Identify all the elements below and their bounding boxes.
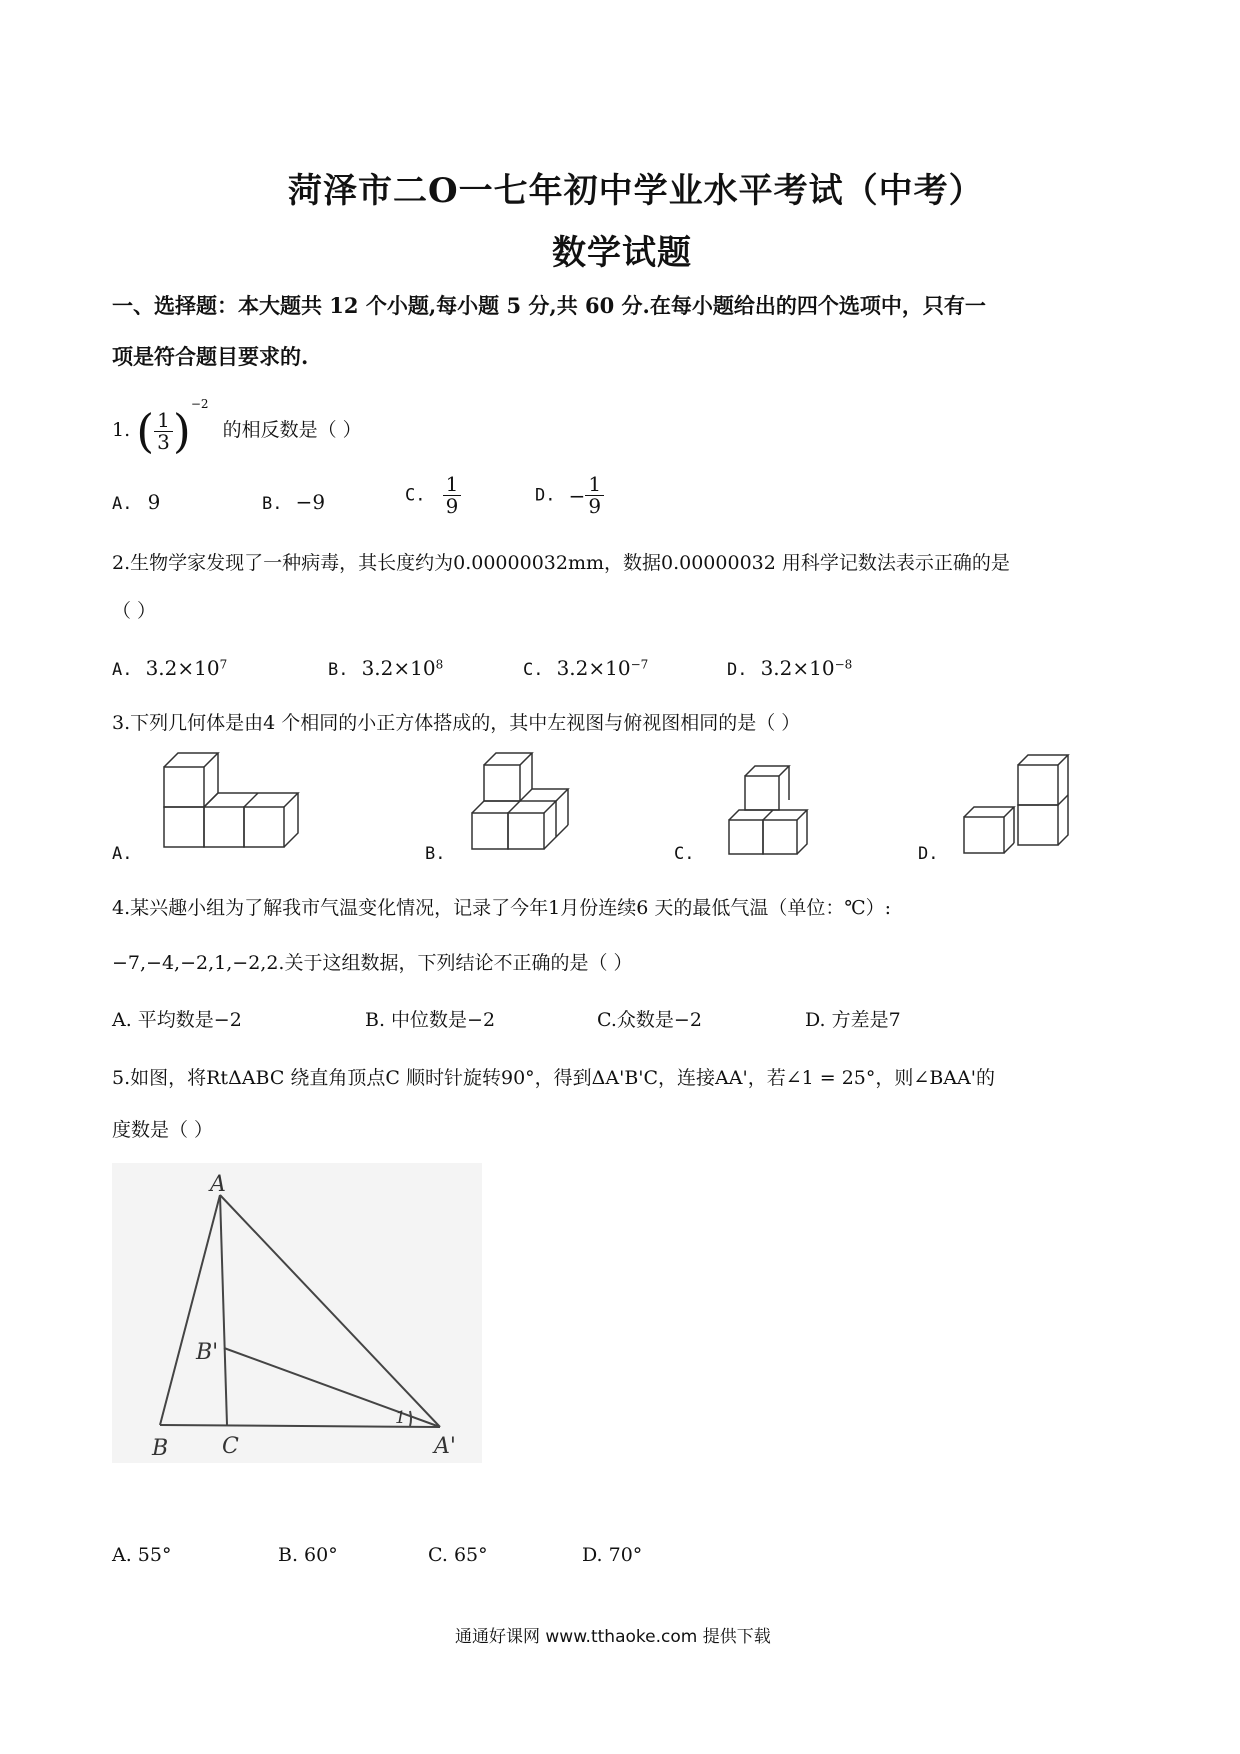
exam-title: 菏泽市二O一七年初中学业水平考试（中考） bbox=[288, 171, 984, 211]
q5-option-b: B. 60° bbox=[278, 1544, 338, 1566]
q2-opt-a-exp: 7 bbox=[219, 657, 228, 672]
q1-opt-b-label: B. bbox=[262, 494, 283, 514]
q1-opt-d-den: 9 bbox=[588, 494, 602, 518]
q1-opt-a-label: A. bbox=[112, 494, 133, 514]
q1-exponent: −2 bbox=[190, 397, 209, 411]
label-a-prime: A' bbox=[434, 1434, 456, 1459]
label-angle-1: 1 bbox=[395, 1408, 406, 1428]
q5-option-a: A. 55° bbox=[112, 1544, 172, 1566]
section-heading-line2: 项是符合题目要求的. bbox=[112, 344, 309, 369]
question-1 bbox=[112, 397, 362, 458]
q2-opt-d-base: 3.2×10 bbox=[760, 656, 835, 680]
q5-stem-line2: 度数是（ ） bbox=[112, 1119, 214, 1141]
q1-opt-d-fraction bbox=[585, 474, 604, 517]
q2-opt-d-exp: −8 bbox=[834, 657, 853, 672]
q2-stem-line2: （ ） bbox=[112, 600, 157, 622]
q2-option-b bbox=[328, 656, 443, 680]
q5-triangle-diagram bbox=[112, 1163, 482, 1463]
q2-option-a bbox=[112, 656, 227, 680]
q3-figure-b bbox=[458, 745, 598, 855]
segment-ab bbox=[160, 1195, 220, 1425]
q2-opt-b-exp: 8 bbox=[435, 657, 444, 672]
segment-aa-prime bbox=[220, 1195, 440, 1427]
q1-opt-d-num: 1 bbox=[585, 474, 604, 496]
q5-option-d: D. 70° bbox=[582, 1544, 643, 1566]
q4-stem-line2: −7,−4,−2,1,−2,2.关于这组数据，下列结论不正确的是（ ） bbox=[112, 952, 633, 974]
q3-opt-a-label: A. bbox=[112, 844, 133, 864]
q1-opt-c-num: 1 bbox=[443, 474, 462, 496]
q1-left-paren: ( bbox=[136, 404, 155, 458]
q2-stem-line1: 2.生物学家发现了一种病毒，其长度约为0.00000032mm，数据0.00000032 用科学记数法表示正确的是 bbox=[112, 552, 1010, 574]
q1-option-b bbox=[262, 490, 325, 514]
q2-opt-b-base: 3.2×10 bbox=[361, 656, 436, 680]
segment-b-prime-a-prime bbox=[224, 1348, 440, 1427]
q3-opt-b-label: B. bbox=[425, 844, 446, 864]
q5-stem-line1: 5.如图，将RtΔABC 绕直角顶点C 顺时针旋转90°，得到ΔA'B'C，连接AA'，若∠1 = 25°，则∠BAA'的 bbox=[112, 1067, 995, 1089]
q2-opt-c-exp: −7 bbox=[630, 657, 649, 672]
label-b-prime: B' bbox=[196, 1340, 219, 1365]
q3-opt-c-label: C. bbox=[674, 844, 695, 864]
q3-figure-c bbox=[715, 762, 825, 862]
q1-fraction bbox=[154, 407, 173, 454]
q1-opt-c-label: C. bbox=[405, 485, 426, 506]
q4-option-a: A. 平均数是−2 bbox=[112, 1009, 242, 1031]
q1-right-paren: ) bbox=[172, 404, 191, 458]
label-c: C bbox=[222, 1434, 239, 1459]
q1-opt-c-den: 9 bbox=[445, 494, 459, 518]
page-footer: 通通好课网 www.tthaoke.com 提供下载 bbox=[455, 1627, 771, 1647]
q1-number: 1. bbox=[112, 419, 131, 441]
q1-opt-b-value: −9 bbox=[295, 490, 326, 514]
q1-option-a bbox=[112, 490, 160, 514]
q2-opt-c-label: C. bbox=[523, 660, 544, 680]
q4-option-b: B. 中位数是−2 bbox=[365, 1009, 496, 1031]
q3-figure-d bbox=[950, 745, 1090, 860]
q1-opt-a-value: 9 bbox=[147, 490, 161, 514]
q1-stem-text: 的相反数是（ ） bbox=[222, 419, 362, 441]
label-b: B bbox=[152, 1436, 169, 1461]
q1-frac-num: 1 bbox=[154, 410, 173, 432]
q3-opt-d-label: D. bbox=[918, 844, 939, 864]
q4-option-d: D. 方差是7 bbox=[805, 1009, 901, 1031]
q1-frac-den: 3 bbox=[157, 429, 170, 454]
q3-figure-a bbox=[150, 745, 320, 860]
q2-opt-b-label: B. bbox=[328, 660, 349, 680]
q1-opt-d-label: D. bbox=[535, 485, 556, 506]
q4-stem-line1: 4.某兴趣小组为了解我市气温变化情况，记录了今年1月份连续6 天的最低气温（单位：℃）: bbox=[112, 897, 892, 919]
q2-opt-a-base: 3.2×10 bbox=[145, 656, 220, 680]
q5-figure bbox=[112, 1163, 482, 1463]
label-a: A bbox=[210, 1172, 226, 1197]
q4-option-c: C.众数是−2 bbox=[597, 1009, 702, 1031]
q3-stem: 3.下列几何体是由4 个相同的小正方体搭成的，其中左视图与俯视图相同的是（ ） bbox=[112, 712, 801, 734]
q1-opt-d-sign: − bbox=[568, 483, 586, 508]
q2-opt-c-base: 3.2×10 bbox=[556, 656, 631, 680]
q2-opt-a-label: A. bbox=[112, 660, 133, 680]
exam-subtitle: 数学试题 bbox=[552, 233, 692, 273]
angle-1-arc bbox=[410, 1411, 411, 1426]
q2-option-c bbox=[523, 656, 648, 680]
q2-option-d bbox=[727, 656, 852, 680]
q1-option-c bbox=[405, 474, 461, 517]
section-heading-line1: 一、选择题：本大题共 12 个小题,每小题 5 分,共 60 分.在每小题给出的四个选项中，只有一 bbox=[112, 293, 986, 318]
segment-ac bbox=[220, 1195, 227, 1425]
q1-option-d bbox=[535, 474, 604, 517]
q1-opt-c-fraction bbox=[443, 474, 462, 517]
q2-opt-d-label: D. bbox=[727, 660, 748, 680]
q5-option-c: C. 65° bbox=[428, 1544, 488, 1566]
